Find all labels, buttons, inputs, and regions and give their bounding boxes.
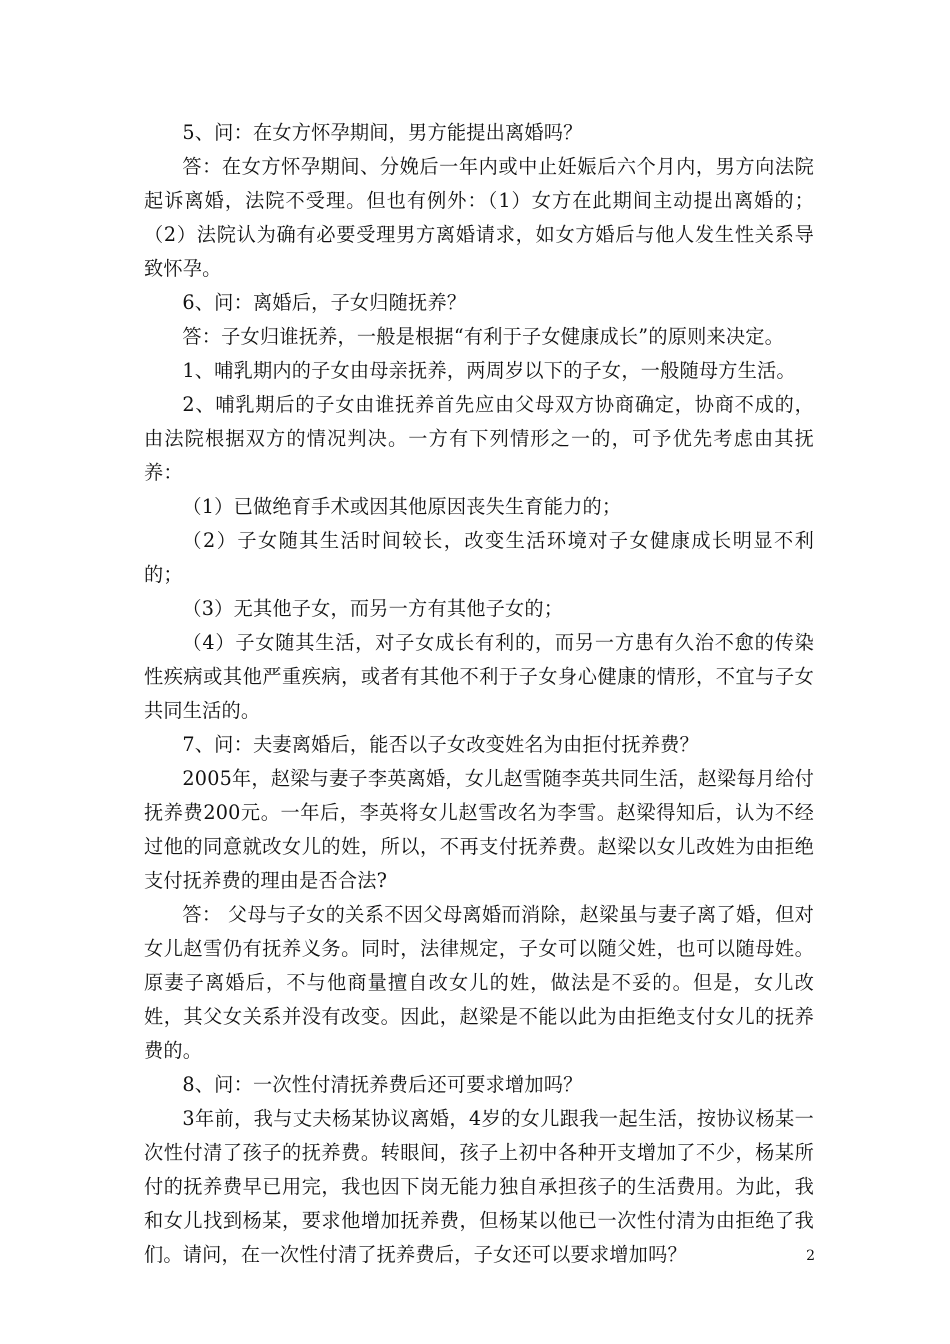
question-8-heading: 8、问：一次性付清抚养费后还可要求增加吗？	[182, 1073, 583, 1096]
answer-6-paragraph: 答：子女归谁抚养，一般是根据“有利于子女健康成长”的原则来决定。	[182, 325, 785, 348]
document-body	[144, 116, 814, 1272]
list-item-4: （4）子女随其生活，对子女成长有利的，而另一方患有久治不愈的传染性疾病或其他严重疾病，或者有其他不利于子女身心健康的情形，不宜与子女共同生活的。	[144, 631, 814, 722]
question-6-heading: 6、问：离婚后，子女归随抚养？	[182, 291, 467, 314]
answer-6-point-2: 2、哺乳期后的子女由谁抚养首先应由父母双方协商确定，协商不成的，由法院根据双方的情况判决。一方有下列情形之一的，可予优先考虑由其抚养：	[144, 393, 814, 484]
list-item-1: （1）已做绝育手术或因其他原因丧失生育能力的；	[182, 495, 622, 518]
case-8-paragraph: 3年前，我与丈夫杨某协议离婚，4岁的女儿跟我一起生活，按协议杨某一次性付清了孩子的抚养费。转眼间，孩子上初中各种开支增加了不少，杨某所付的抚养费早已用完，我也因下岗无能力独自承担孩子的生活费用。为此，我和女儿找到杨某，要求他增加抚养费，但杨某以他已一次性付清为由拒绝了我们。请问，在一次性付清了抚养费后，子女还可以要求增加吗？	[144, 1107, 814, 1266]
question-7-heading: 7、问：夫妻离婚后，能否以子女改变姓名为由拒付抚养费？	[182, 733, 699, 756]
list-item-3: （3）无其他子女，而另一方有其他子女的；	[182, 597, 564, 620]
list-item-2: （2）子女随其生活时间较长，改变生活环境对子女健康成长明显不利的；	[144, 529, 814, 586]
question-5-heading: 5、问：在女方怀孕期间，男方能提出离婚吗？	[182, 121, 583, 144]
page-number: 2	[806, 1248, 815, 1264]
answer-6-point-1: 1、哺乳期内的子女由母亲抚养，两周岁以下的子女，一般随母方生活。	[182, 359, 796, 382]
case-7-paragraph: 2005年，赵梁与妻子李英离婚，女儿赵雪随李英共同生活，赵梁每月给付抚养费200元。一年后，李英将女儿赵雪改名为李雪。赵梁得知后，认为不经过他的同意就改女儿的姓，所以，不再支付抚养费。赵梁以女儿改姓为由拒绝支付抚养费的理由是否合法?	[144, 767, 814, 892]
answer-7-paragraph: 答： 父母与子女的关系不因父母离婚而消除，赵梁虽与妻子离了婚，但对女儿赵雪仍有抚养义务。同时，法律规定，子女可以随父姓，也可以随母姓。原妻子离婚后，不与他商量擅自改女儿的姓，做法是不妥的。但是，女儿改姓，其父女关系并没有改变。因此，赵梁是不能以此为由拒绝支付女儿的抚养费的。	[144, 903, 814, 1062]
answer-5-paragraph: 答：在女方怀孕期间、分娩后一年内或中止妊娠后六个月内，男方向法院起诉离婚，法院不受理。但也有例外：（1）女方在此期间主动提出离婚的；（2）法院认为确有必要受理男方离婚请求，如女方婚后与他人发生性关系导致怀孕。	[144, 155, 814, 280]
